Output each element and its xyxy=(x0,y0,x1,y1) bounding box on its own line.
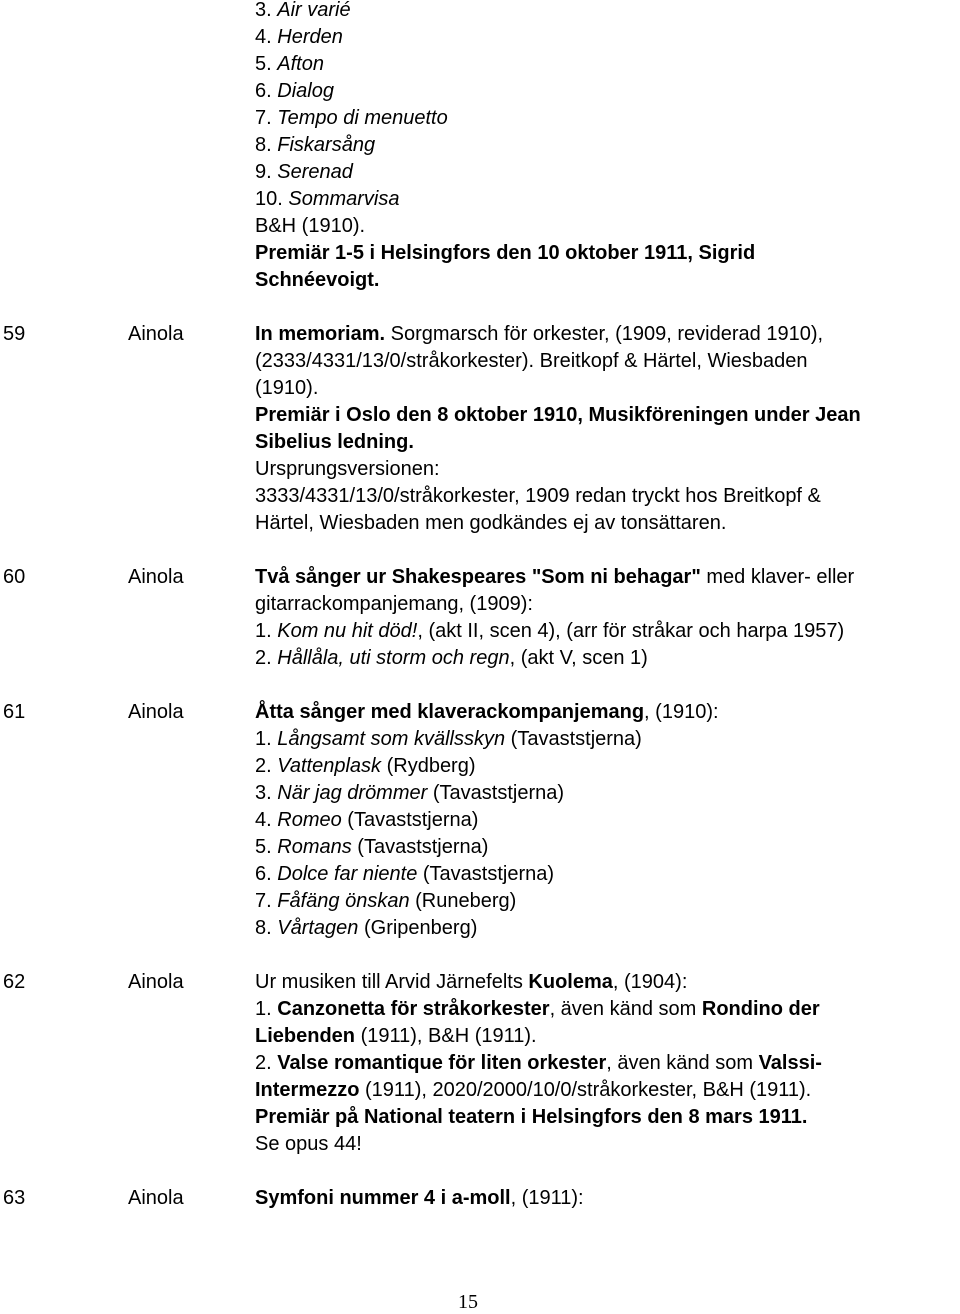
page-number: 15 xyxy=(458,1291,478,1313)
work-title: Två sånger ur Shakespeares "Som ni behagar" xyxy=(255,566,701,588)
premiere-line: Premiär i Oslo den 8 oktober 1910, Musikföreningen under Jean xyxy=(255,404,861,426)
list-item: 5. Romans (Tavaststjerna) xyxy=(255,836,489,858)
work-detail-line: gitarrackompanjemang, (1909): xyxy=(255,593,533,615)
opus-place: Ainola xyxy=(128,1187,184,1209)
work-title-line: Två sånger ur Shakespeares "Som ni behagar" med klaver- eller xyxy=(255,566,855,588)
work-detail-line: 3333/4331/13/0/stråkorkester, 1909 redan tryckt hos Breitkopf & xyxy=(255,485,821,507)
premiere-line: Schnéevoigt. xyxy=(255,269,380,291)
premiere-line: Premiär 1-5 i Helsingfors den 10 oktober 1911, Sigrid xyxy=(255,242,756,264)
list-item: 8. Fiskarsång xyxy=(255,134,376,156)
list-item: 3. Air varié xyxy=(255,0,351,21)
list-item: 1. Canzonetta för stråkorkester, även känd som Rondino der xyxy=(255,998,820,1020)
publisher-line: B&H (1910). xyxy=(255,215,366,237)
premiere-line: Premiär på National teatern i Helsingfors den 8 mars 1911. xyxy=(255,1106,808,1128)
work-detail-line: (2333/4331/13/0/stråkorkester). Breitkopf & Härtel, Wiesbaden xyxy=(255,350,808,372)
work-title: Symfoni nummer 4 i a-moll xyxy=(255,1187,511,1209)
cross-reference: Se opus 44! xyxy=(255,1133,362,1155)
list-item: 9. Serenad xyxy=(255,161,353,183)
opus-number: 59 xyxy=(3,323,26,345)
list-item: 2. Valse romantique för liten orkester, även känd som Valssi- xyxy=(255,1052,822,1074)
opus-place: Ainola xyxy=(128,323,184,345)
list-item-continued: Liebenden (1911), B&H (1911). xyxy=(255,1025,537,1047)
opus-place: Ainola xyxy=(128,701,184,723)
list-item: 6. Dialog xyxy=(255,80,334,102)
list-item: 2. Hållåla, uti storm och regn, (akt V, scen 1) xyxy=(255,647,648,669)
work-title: In memoriam. xyxy=(255,323,386,345)
work-title: Åtta sånger med klaverackompanjemang xyxy=(255,701,645,723)
list-item: 1. Långsamt som kvällsskyn (Tavaststjerna) xyxy=(255,728,642,750)
opus-number: 60 xyxy=(3,566,26,588)
work-title-line: In memoriam. Sorgmarsch för orkester, (1909, reviderad 1910), xyxy=(255,323,824,345)
list-item: 1. Kom nu hit död!, (akt II, scen 4), (arr för stråkar och harpa 1957) xyxy=(255,620,845,642)
list-item: 3. När jag drömmer (Tavaststjerna) xyxy=(255,782,565,804)
opus-number: 63 xyxy=(3,1187,26,1209)
work-detail-line: Ursprungsversionen: xyxy=(255,458,440,480)
list-item: 2. Vattenplask (Rydberg) xyxy=(255,755,476,777)
opus-number: 61 xyxy=(3,701,26,723)
list-item: 8. Vårtagen (Gripenberg) xyxy=(255,917,478,939)
list-item: 4. Herden xyxy=(255,26,343,48)
list-item: 6. Dolce far niente (Tavaststjerna) xyxy=(255,863,555,885)
list-item-continued: Intermezzo (1911), 2020/2000/10/0/stråkorkester, B&H (1911). xyxy=(255,1079,812,1101)
list-item: 10. Sommarvisa xyxy=(255,188,400,210)
list-item: 5. Afton xyxy=(255,53,324,75)
list-item: 7. Tempo di menuetto xyxy=(255,107,448,129)
work-detail-line: Härtel, Wiesbaden men godkändes ej av tonsättaren. xyxy=(255,512,727,534)
opus-number: 62 xyxy=(3,971,26,993)
list-item: 7. Fåfäng önskan (Runeberg) xyxy=(255,890,517,912)
work-title-line: Symfoni nummer 4 i a-moll, (1911): xyxy=(255,1187,584,1209)
opus-place: Ainola xyxy=(128,971,184,993)
premiere-line: Sibelius ledning. xyxy=(255,431,414,453)
work-title-line: Ur musiken till Arvid Järnefelts Kuolema, (1904): xyxy=(255,971,688,993)
list-item: 4. Romeo (Tavaststjerna) xyxy=(255,809,479,831)
opus-place: Ainola xyxy=(128,566,184,588)
work-title: Kuolema xyxy=(528,971,613,993)
work-detail-line: (1910). xyxy=(255,377,319,399)
work-title-line: Åtta sånger med klaverackompanjemang, (1910): xyxy=(255,701,719,723)
